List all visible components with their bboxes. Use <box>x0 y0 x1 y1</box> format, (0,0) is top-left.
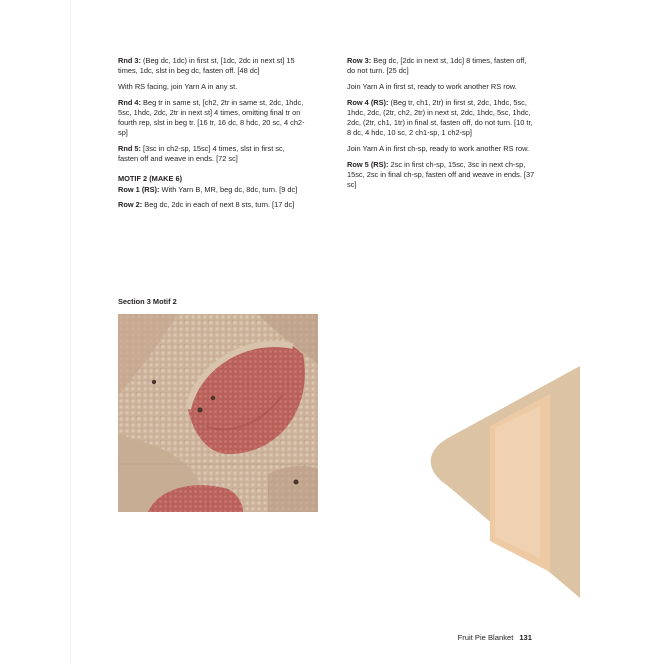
join-paragraph: With RS facing, join Yarn A in any st. <box>118 81 238 91</box>
page-gutter-line <box>70 0 71 663</box>
page-footer <box>458 633 532 642</box>
rnd3-paragraph: Rnd 3: (Beg dc, 1dc) in first st, [1dc, 2dc in next st] 15 times, 1dc, slst in beg dc, fasten off. [48 dc] <box>118 56 295 76</box>
crochet-motif-illustration <box>118 314 318 512</box>
join-ch-sp-paragraph: Join Yarn A in first ch-sp, ready to work another RS row. <box>347 143 530 153</box>
rnd5-paragraph: Rnd 5: [3sc in ch2-sp, 15sc] 4 times, slst in first sc, fasten off and weave in ends. [72 sc] <box>118 143 285 164</box>
join-first-st-paragraph: Join Yarn A in first st, ready to work another RS row. <box>347 81 517 91</box>
instructions-right-column <box>347 56 535 196</box>
instructions-left-column <box>118 56 306 216</box>
row3-paragraph: Row 3: Beg dc, [2dc in next st, 1dc] 8 times, fasten off, do not turn. [25 dc] <box>347 56 527 76</box>
crochet-motif-photo <box>118 314 318 512</box>
pie-slice-graphic <box>410 366 580 602</box>
motif-heading: MOTIF 2 (MAKE 6) <box>118 174 183 184</box>
photo-caption: Section 3 Motif 2 <box>118 297 177 306</box>
row5-paragraph: Row 5 (RS): 2sc in first ch-sp, 15sc, 3sc in next ch-sp, 15sc, 2sc in final ch-sp, fasten off and weave in ends. [37 sc] <box>347 159 535 190</box>
rnd4-paragraph: Rnd 4: Beg tr in same st, [ch2, 2tr in same st, 2dc, 1hdc, 5sc, 1hdc, 2dc, 2tr in next st] 4 times, omitting final tr on fourth rep, slst in beg tr. [16 tr, 16 dc, 8 hdc, 20 sc, 4 ch2-sp] <box>118 97 305 138</box>
page-number: 131 <box>519 633 532 642</box>
pie-slice-decoration <box>410 366 580 607</box>
row1-paragraph: Row 1 (RS): With Yarn B, MR, beg dc, 8dc, turn. [9 dc] <box>118 184 298 194</box>
row2-paragraph: Row 2: Beg dc, 2dc in each of next 8 sts, turn. [17 dc] <box>118 200 295 210</box>
book-title: Fruit Pie Blanket <box>457 633 514 642</box>
row4-paragraph: Row 4 (RS): (Beg tr, ch1, 2tr) in first st, 2dc, 1hdc, 5sc, 1hdc, 2dc, (2tr, ch2, 2tr) in next st, 2dc, 1hdc, 5sc, 1hdc, 2dc, (2tr, ch1, 1tr) in final st, fasten off, do not turn. [10 tr, 8 dc, 4 hdc, 10 sc, 2 ch1-sp, 1 ch2-sp] <box>347 97 533 138</box>
